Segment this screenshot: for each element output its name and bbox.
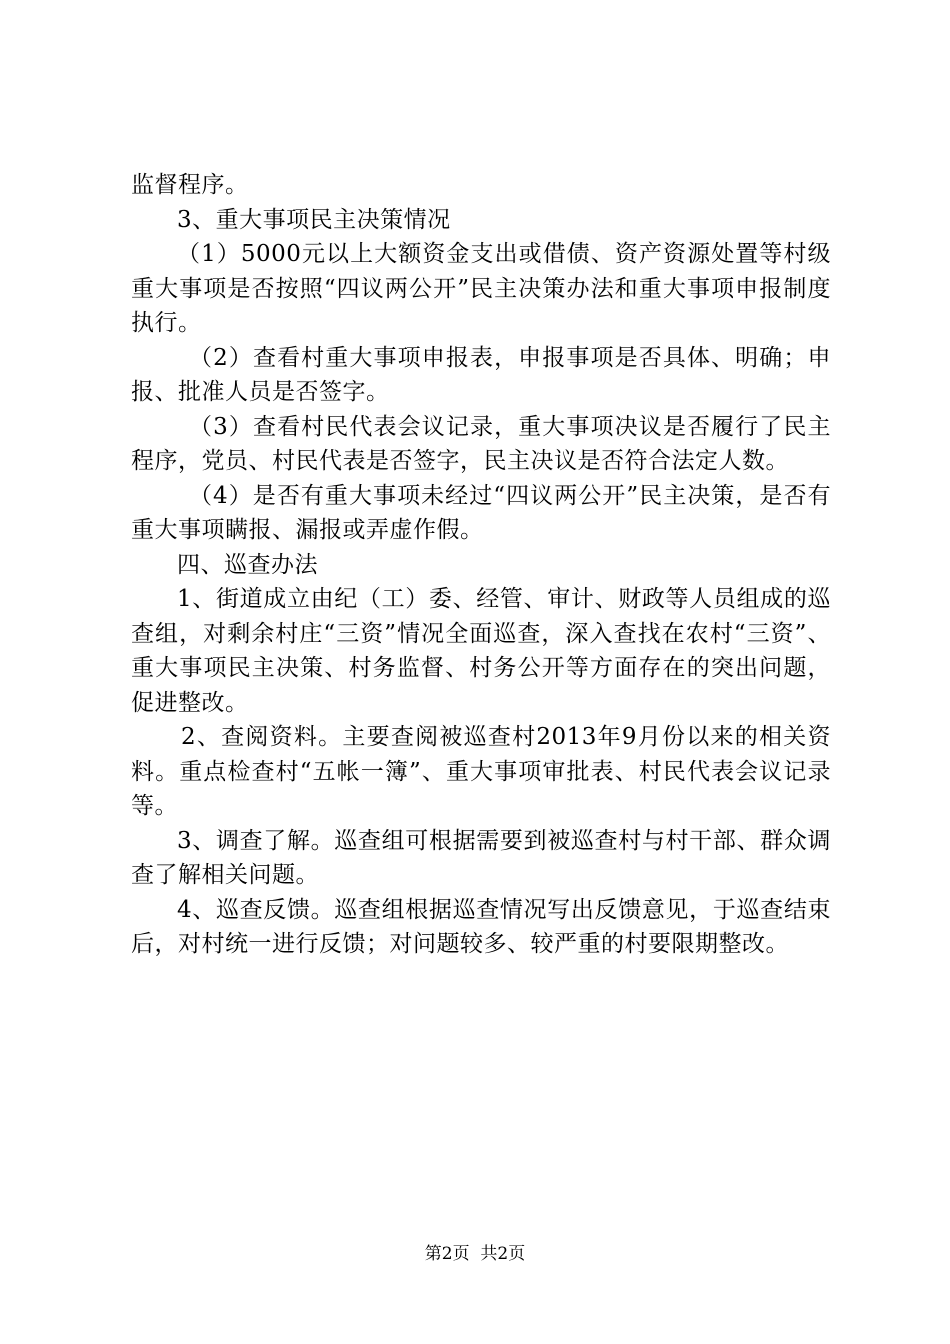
paragraph-method-4: 4、巡查反馈。巡查组根据巡查情况写出反馈意见，于巡查结束后，对村统一进行反馈；对问题较多、较严重的村要限期整改。: [131, 896, 831, 957]
paragraph-1: 监督程序。: [131, 172, 249, 198]
paragraph-method-2: 2、查阅资料。主要查阅被巡查村2013年9月份以来的相关资料。重点检查村“五帐一簿”、重大事项审批表、村民代表会议记录等。: [131, 724, 831, 819]
paragraph-item-4: （4）是否有重大事项未经过“四议两公开”民主决策，是否有重大事项瞒报、漏报或弄虚作假。: [131, 482, 831, 543]
page-number-label: 第2页 共2页: [424, 1244, 526, 1264]
page-footer: [0, 1242, 950, 1266]
section-heading-4: 四、巡查办法: [177, 551, 318, 578]
paragraph-item-3: （3）查看村民代表会议记录，重大事项决议是否履行了民主程序，党员、村民代表是否签字，民主决议是否符合法定人数。: [131, 413, 831, 474]
paragraph-item-2: （2）查看村重大事项申报表，申报事项是否具体、明确；申报、批准人员是否签字。: [131, 344, 831, 405]
paragraph-item-1: （1）5000元以上大额资金支出或借债、资产资源处置等村级重大事项是否按照“四议两公开”民主决策办法和重大事项申报制度执行。: [131, 241, 831, 336]
document-body: [131, 168, 831, 962]
paragraph-method-3: 3、调查了解。巡查组可根据需要到被巡查村与村干部、群众调查了解相关问题。: [131, 827, 831, 888]
section-heading-3: 3、重大事项民主决策情况: [177, 206, 451, 233]
paragraph-method-1: 1、街道成立由纪（工）委、经管、审计、财政等人员组成的巡查组，对剩余村庄“三资”情况全面巡查，深入查找在农村“三资”、重大事项民主决策、村务监督、村务公开等方面存在的突出问题，促进整改。: [131, 586, 831, 716]
